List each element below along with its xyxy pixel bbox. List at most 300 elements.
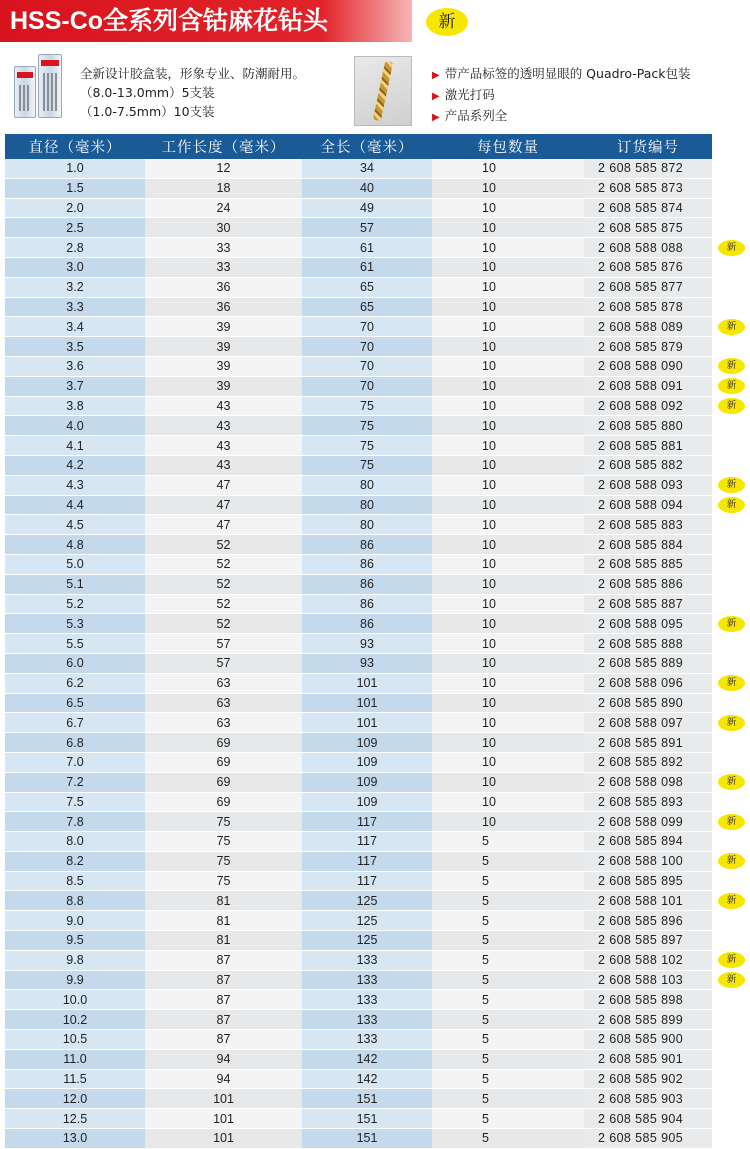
working-length-cell: 75 <box>145 871 302 891</box>
order-no-cell: 2 608 585 880 <box>584 416 712 436</box>
diameter-cell: 3.8 <box>5 396 145 416</box>
working-length-cell: 52 <box>145 554 302 574</box>
table-row <box>5 851 712 871</box>
working-length-cell: 87 <box>145 1010 302 1030</box>
total-length-cell: 80 <box>302 475 432 495</box>
pack-qty-cell: 10 <box>432 594 584 614</box>
diameter-cell: 10.2 <box>5 1010 145 1030</box>
feature-list <box>432 64 691 127</box>
order-no-cell: 2 608 585 886 <box>584 574 712 594</box>
total-length-cell: 117 <box>302 832 432 852</box>
pack-qty-cell: 5 <box>432 1129 584 1149</box>
diameter-cell: 7.8 <box>5 812 145 832</box>
diameter-cell: 1.0 <box>5 159 145 178</box>
working-length-cell: 87 <box>145 1030 302 1050</box>
diameter-cell: 4.4 <box>5 495 145 515</box>
pack-qty-cell: 5 <box>432 990 584 1010</box>
diameter-cell: 8.5 <box>5 871 145 891</box>
working-length-cell: 12 <box>145 159 302 178</box>
pack-qty-cell: 10 <box>432 772 584 792</box>
new-badge: 新 <box>718 774 745 790</box>
order-no-cell: 2 608 585 884 <box>584 535 712 555</box>
table-row <box>5 495 712 515</box>
pack-qty-cell: 10 <box>432 396 584 416</box>
order-no-cell: 2 608 585 879 <box>584 337 712 357</box>
diameter-cell: 3.5 <box>5 337 145 357</box>
pack-qty-cell: 10 <box>432 376 584 396</box>
working-length-cell: 43 <box>145 436 302 456</box>
table-row <box>5 733 712 753</box>
total-length-cell: 125 <box>302 891 432 911</box>
pack-qty-cell: 5 <box>432 832 584 852</box>
order-no-cell: 2 608 585 888 <box>584 634 712 654</box>
total-length-cell: 70 <box>302 337 432 357</box>
table-row <box>5 693 712 713</box>
order-no-cell: 2 608 585 889 <box>584 653 712 673</box>
diameter-cell: 5.3 <box>5 614 145 634</box>
order-no-cell: 2 608 588 102 <box>584 950 712 970</box>
diameter-cell: 3.4 <box>5 317 145 337</box>
header-pack-qty: 每包数量 <box>432 134 584 159</box>
header-total-length: 全长（毫米） <box>302 134 432 159</box>
pack-qty-cell: 5 <box>432 1069 584 1089</box>
table-row <box>5 356 712 376</box>
diameter-cell: 4.8 <box>5 535 145 555</box>
working-length-cell: 57 <box>145 634 302 654</box>
working-length-cell: 75 <box>145 851 302 871</box>
table-row <box>5 713 712 733</box>
working-length-cell: 30 <box>145 218 302 238</box>
diameter-cell: 13.0 <box>5 1129 145 1149</box>
pack-qty-cell: 10 <box>432 297 584 317</box>
total-length-cell: 109 <box>302 792 432 812</box>
table-row <box>5 990 712 1010</box>
working-length-cell: 52 <box>145 574 302 594</box>
order-no-cell: 2 608 585 905 <box>584 1129 712 1149</box>
order-no-cell: 2 608 588 097 <box>584 713 712 733</box>
diameter-cell: 5.1 <box>5 574 145 594</box>
working-length-cell: 43 <box>145 396 302 416</box>
table-row <box>5 891 712 911</box>
table-row <box>5 931 712 951</box>
order-no-cell: 2 608 588 094 <box>584 495 712 515</box>
order-no-cell: 2 608 585 904 <box>584 1109 712 1129</box>
table-row <box>5 634 712 654</box>
diameter-cell: 2.0 <box>5 198 145 218</box>
table-row <box>5 970 712 990</box>
working-length-cell: 94 <box>145 1069 302 1089</box>
diameter-cell: 6.5 <box>5 693 145 713</box>
pack-qty-cell: 5 <box>432 911 584 931</box>
total-length-cell: 61 <box>302 238 432 258</box>
pack-qty-cell: 10 <box>432 792 584 812</box>
pack-qty-cell: 10 <box>432 653 584 673</box>
table-row <box>5 574 712 594</box>
diameter-cell: 4.3 <box>5 475 145 495</box>
diameter-cell: 8.0 <box>5 832 145 852</box>
table-row <box>5 911 712 931</box>
new-badge: 新 <box>718 675 745 691</box>
new-badge: 新 <box>718 972 745 988</box>
diameter-cell: 10.5 <box>5 1030 145 1050</box>
table-row <box>5 297 712 317</box>
diameter-cell: 2.5 <box>5 218 145 238</box>
order-no-cell: 2 608 585 900 <box>584 1030 712 1050</box>
total-length-cell: 125 <box>302 911 432 931</box>
total-length-cell: 75 <box>302 416 432 436</box>
feature-item: ▶ 激光打码 <box>432 85 691 106</box>
table-row <box>5 1030 712 1050</box>
total-length-cell: 151 <box>302 1109 432 1129</box>
working-length-cell: 47 <box>145 475 302 495</box>
table-row <box>5 812 712 832</box>
working-length-cell: 63 <box>145 713 302 733</box>
order-no-cell: 2 608 588 103 <box>584 970 712 990</box>
order-no-cell: 2 608 585 887 <box>584 594 712 614</box>
working-length-cell: 52 <box>145 535 302 555</box>
intro-line: 全新设计胶盒装，形象专业、防潮耐用。 <box>80 66 306 81</box>
pack-qty-cell: 10 <box>432 277 584 297</box>
diameter-cell: 3.6 <box>5 356 145 376</box>
pack-qty-cell: 5 <box>432 1049 584 1069</box>
working-length-cell: 87 <box>145 990 302 1010</box>
working-length-cell: 43 <box>145 455 302 475</box>
diameter-cell: 6.2 <box>5 673 145 693</box>
total-length-cell: 117 <box>302 871 432 891</box>
new-badge: 新 <box>718 240 745 256</box>
total-length-cell: 86 <box>302 574 432 594</box>
order-no-cell: 2 608 588 095 <box>584 614 712 634</box>
order-no-cell: 2 608 585 895 <box>584 871 712 891</box>
total-length-cell: 93 <box>302 653 432 673</box>
diameter-cell: 10.0 <box>5 990 145 1010</box>
pack-qty-cell: 10 <box>432 178 584 198</box>
order-no-cell: 2 608 585 885 <box>584 554 712 574</box>
diameter-cell: 5.0 <box>5 554 145 574</box>
order-no-cell: 2 608 588 100 <box>584 851 712 871</box>
order-no-cell: 2 608 585 893 <box>584 792 712 812</box>
working-length-cell: 47 <box>145 495 302 515</box>
total-length-cell: 57 <box>302 218 432 238</box>
new-badge: 新 <box>718 893 745 909</box>
order-no-cell: 2 608 588 091 <box>584 376 712 396</box>
order-no-cell: 2 608 585 901 <box>584 1049 712 1069</box>
triangle-bullet-icon: ▶ <box>432 112 440 123</box>
total-length-cell: 151 <box>302 1089 432 1109</box>
pack-qty-cell: 10 <box>432 713 584 733</box>
working-length-cell: 81 <box>145 911 302 931</box>
working-length-cell: 69 <box>145 733 302 753</box>
order-no-cell: 2 608 585 898 <box>584 990 712 1010</box>
total-length-cell: 142 <box>302 1049 432 1069</box>
order-no-cell: 2 608 585 902 <box>584 1069 712 1089</box>
working-length-cell: 101 <box>145 1109 302 1129</box>
pack-qty-cell: 10 <box>432 733 584 753</box>
order-no-cell: 2 608 585 882 <box>584 455 712 475</box>
working-length-cell: 36 <box>145 297 302 317</box>
pack-qty-cell: 5 <box>432 1089 584 1109</box>
pack-qty-cell: 10 <box>432 475 584 495</box>
table-header-row <box>5 134 712 159</box>
working-length-cell: 75 <box>145 832 302 852</box>
pack-qty-cell: 5 <box>432 970 584 990</box>
total-length-cell: 101 <box>302 673 432 693</box>
diameter-cell: 11.5 <box>5 1069 145 1089</box>
total-length-cell: 86 <box>302 594 432 614</box>
pack-qty-cell: 10 <box>432 356 584 376</box>
pack-qty-cell: 10 <box>432 455 584 475</box>
order-no-cell: 2 608 585 878 <box>584 297 712 317</box>
pack-qty-cell: 10 <box>432 752 584 772</box>
table-row <box>5 673 712 693</box>
working-length-cell: 87 <box>145 970 302 990</box>
diameter-cell: 5.5 <box>5 634 145 654</box>
order-no-cell: 2 608 585 876 <box>584 257 712 277</box>
total-length-cell: 133 <box>302 950 432 970</box>
table-row <box>5 772 712 792</box>
diameter-cell: 3.0 <box>5 257 145 277</box>
header-working-length: 工作长度（毫米） <box>145 134 302 159</box>
intro-line: （1.0-7.5mm）10支装 <box>80 104 215 119</box>
order-no-cell: 2 608 585 883 <box>584 515 712 535</box>
diameter-cell: 2.8 <box>5 238 145 258</box>
total-length-cell: 133 <box>302 970 432 990</box>
order-no-cell: 2 608 585 877 <box>584 277 712 297</box>
order-no-cell: 2 608 588 092 <box>584 396 712 416</box>
new-badge: 新 <box>718 715 745 731</box>
working-length-cell: 43 <box>145 416 302 436</box>
total-length-cell: 117 <box>302 812 432 832</box>
total-length-cell: 80 <box>302 495 432 515</box>
triangle-bullet-icon: ▶ <box>432 70 440 81</box>
working-length-cell: 39 <box>145 356 302 376</box>
order-no-cell: 2 608 585 894 <box>584 832 712 852</box>
working-length-cell: 81 <box>145 931 302 951</box>
working-length-cell: 81 <box>145 891 302 911</box>
header-diameter: 直径（毫米） <box>5 134 145 159</box>
diameter-cell: 12.5 <box>5 1109 145 1129</box>
working-length-cell: 69 <box>145 792 302 812</box>
total-length-cell: 65 <box>302 297 432 317</box>
pack-qty-cell: 10 <box>432 812 584 832</box>
feature-item: ▶ 产品系列全 <box>432 106 691 127</box>
order-no-cell: 2 608 588 089 <box>584 317 712 337</box>
order-no-cell: 2 608 588 099 <box>584 812 712 832</box>
pack-qty-cell: 5 <box>432 1109 584 1129</box>
table-row <box>5 1010 712 1030</box>
table-row <box>5 257 712 277</box>
order-no-cell: 2 608 585 872 <box>584 159 712 178</box>
pack-qty-cell: 10 <box>432 614 584 634</box>
total-length-cell: 75 <box>302 396 432 416</box>
working-length-cell: 39 <box>145 376 302 396</box>
intro-line: （8.0-13.0mm）5支装 <box>80 85 215 100</box>
package-small-image <box>14 66 36 118</box>
drill-bit-image <box>354 56 412 126</box>
order-no-cell: 2 608 585 873 <box>584 178 712 198</box>
pack-qty-cell: 10 <box>432 495 584 515</box>
table-row <box>5 455 712 475</box>
table-row <box>5 752 712 772</box>
working-length-cell: 33 <box>145 238 302 258</box>
feature-item: ▶ 带产品标签的透明显眼的 Quadro-Pack包装 <box>432 64 691 85</box>
table-row <box>5 515 712 535</box>
diameter-cell: 7.5 <box>5 792 145 812</box>
total-length-cell: 93 <box>302 634 432 654</box>
pack-qty-cell: 10 <box>432 515 584 535</box>
working-length-cell: 69 <box>145 752 302 772</box>
total-length-cell: 65 <box>302 277 432 297</box>
working-length-cell: 39 <box>145 317 302 337</box>
working-length-cell: 33 <box>145 257 302 277</box>
pack-qty-cell: 10 <box>432 218 584 238</box>
diameter-cell: 7.0 <box>5 752 145 772</box>
new-badge-column <box>718 0 746 1107</box>
pack-qty-cell: 10 <box>432 159 584 178</box>
total-length-cell: 133 <box>302 1010 432 1030</box>
table-row <box>5 950 712 970</box>
diameter-cell: 4.2 <box>5 455 145 475</box>
order-no-cell: 2 608 588 101 <box>584 891 712 911</box>
working-length-cell: 52 <box>145 594 302 614</box>
diameter-cell: 5.2 <box>5 594 145 614</box>
order-no-cell: 2 608 588 093 <box>584 475 712 495</box>
order-no-cell: 2 608 588 088 <box>584 238 712 258</box>
new-badge: 新 <box>718 497 745 513</box>
working-length-cell: 47 <box>145 515 302 535</box>
table-row <box>5 178 712 198</box>
diameter-cell: 12.0 <box>5 1089 145 1109</box>
new-badge: 新 <box>718 814 745 830</box>
order-no-cell: 2 608 588 096 <box>584 673 712 693</box>
table-row <box>5 159 712 178</box>
total-length-cell: 109 <box>302 772 432 792</box>
order-no-cell: 2 608 585 875 <box>584 218 712 238</box>
total-length-cell: 49 <box>302 198 432 218</box>
order-no-cell: 2 608 588 090 <box>584 356 712 376</box>
total-length-cell: 133 <box>302 1030 432 1050</box>
total-length-cell: 101 <box>302 713 432 733</box>
total-length-cell: 109 <box>302 733 432 753</box>
order-no-cell: 2 608 585 896 <box>584 911 712 931</box>
total-length-cell: 86 <box>302 614 432 634</box>
diameter-cell: 3.2 <box>5 277 145 297</box>
diameter-cell: 8.2 <box>5 851 145 871</box>
page-title: HSS-Co全系列含钴麻花钻头 <box>0 0 412 42</box>
order-no-cell: 2 608 585 890 <box>584 693 712 713</box>
working-length-cell: 63 <box>145 693 302 713</box>
working-length-cell: 39 <box>145 337 302 357</box>
diameter-cell: 9.9 <box>5 970 145 990</box>
table-row <box>5 792 712 812</box>
working-length-cell: 57 <box>145 653 302 673</box>
new-badge: 新 <box>718 319 745 335</box>
table-row <box>5 416 712 436</box>
table-row <box>5 653 712 673</box>
diameter-cell: 4.5 <box>5 515 145 535</box>
total-length-cell: 117 <box>302 851 432 871</box>
table-row <box>5 396 712 416</box>
total-length-cell: 75 <box>302 436 432 456</box>
new-badge: 新 <box>718 853 745 869</box>
pack-qty-cell: 10 <box>432 257 584 277</box>
table-row <box>5 277 712 297</box>
table-row <box>5 198 712 218</box>
diameter-cell: 9.8 <box>5 950 145 970</box>
order-no-cell: 2 608 585 897 <box>584 931 712 951</box>
total-length-cell: 142 <box>302 1069 432 1089</box>
table-row <box>5 238 712 258</box>
spec-table <box>5 134 712 1149</box>
new-badge: 新 <box>718 616 745 632</box>
pack-qty-cell: 10 <box>432 238 584 258</box>
pack-qty-cell: 5 <box>432 950 584 970</box>
new-badge: 新 <box>718 398 745 414</box>
diameter-cell: 9.0 <box>5 911 145 931</box>
table-row <box>5 1109 712 1129</box>
working-length-cell: 63 <box>145 673 302 693</box>
working-length-cell: 24 <box>145 198 302 218</box>
diameter-cell: 3.3 <box>5 297 145 317</box>
pack-qty-cell: 10 <box>432 436 584 456</box>
total-length-cell: 125 <box>302 931 432 951</box>
order-no-cell: 2 608 585 899 <box>584 1010 712 1030</box>
order-no-cell: 2 608 585 874 <box>584 198 712 218</box>
pack-qty-cell: 10 <box>432 673 584 693</box>
pack-qty-cell: 10 <box>432 554 584 574</box>
pack-qty-cell: 10 <box>432 574 584 594</box>
diameter-cell: 6.7 <box>5 713 145 733</box>
total-length-cell: 151 <box>302 1129 432 1149</box>
working-length-cell: 101 <box>145 1089 302 1109</box>
total-length-cell: 70 <box>302 317 432 337</box>
table-row <box>5 614 712 634</box>
new-badge: 新 <box>718 358 745 374</box>
diameter-cell: 6.8 <box>5 733 145 753</box>
table-row <box>5 376 712 396</box>
table-row <box>5 554 712 574</box>
diameter-cell: 6.0 <box>5 653 145 673</box>
total-length-cell: 40 <box>302 178 432 198</box>
table-row <box>5 218 712 238</box>
pack-qty-cell: 10 <box>432 634 584 654</box>
pack-qty-cell: 5 <box>432 1030 584 1050</box>
header-order-no: 订货编号 <box>584 134 712 159</box>
total-length-cell: 86 <box>302 535 432 555</box>
table-row <box>5 436 712 456</box>
table-row <box>5 832 712 852</box>
pack-qty-cell: 10 <box>432 198 584 218</box>
table-row <box>5 317 712 337</box>
order-no-cell: 2 608 585 892 <box>584 752 712 772</box>
total-length-cell: 133 <box>302 990 432 1010</box>
total-length-cell: 70 <box>302 356 432 376</box>
diameter-cell: 8.8 <box>5 891 145 911</box>
order-no-cell: 2 608 588 098 <box>584 772 712 792</box>
pack-qty-cell: 10 <box>432 693 584 713</box>
working-length-cell: 52 <box>145 614 302 634</box>
table-row <box>5 871 712 891</box>
pack-qty-cell: 10 <box>432 317 584 337</box>
working-length-cell: 87 <box>145 950 302 970</box>
working-length-cell: 75 <box>145 812 302 832</box>
diameter-cell: 1.5 <box>5 178 145 198</box>
pack-qty-cell: 5 <box>432 871 584 891</box>
new-badge: 新 <box>718 378 745 394</box>
total-length-cell: 101 <box>302 693 432 713</box>
pack-qty-cell: 5 <box>432 851 584 871</box>
intro-left <box>80 64 305 121</box>
